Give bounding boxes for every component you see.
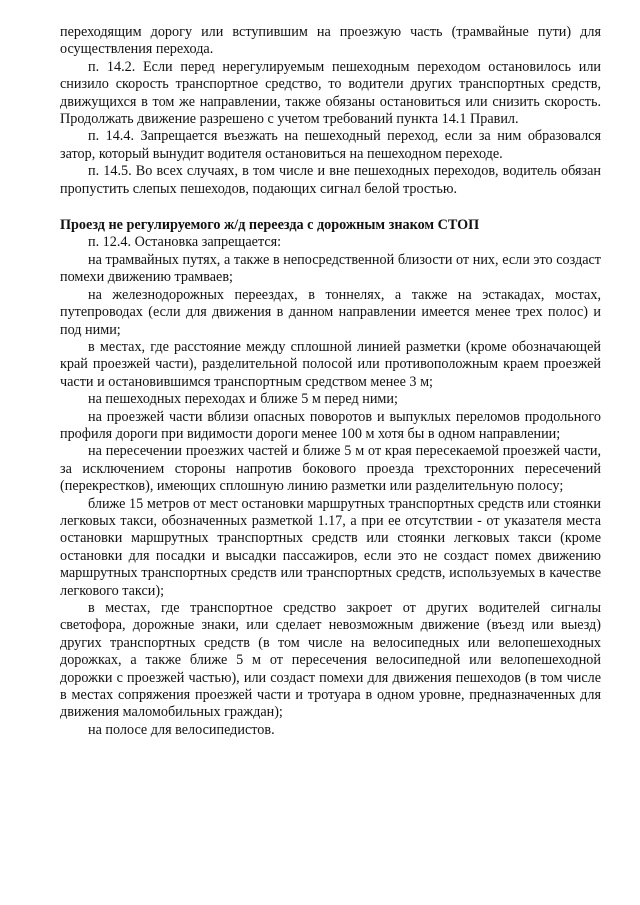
list-item-railway-crossings: на железнодорожных переездах, в тоннелях, а также на эстакадах, мостах, путепроводах (если для движения в данном направлении имеется менее трех полос) и под ними;	[60, 286, 601, 338]
paragraph-14-5: п. 14.5. Во всех случаях, в том числе и вне пешеходных переходов, водитель обязан пропустить слепых пешеходов, подающих сигнал белой тростью.	[60, 163, 601, 197]
paragraph-14-2: п. 14.2. Если перед нерегулируемым пешеходным переходом остановилось или снизило скорость транспортное средство, то водители других транспортных средств, движущихся в том же направлении, также обязаны остановиться или снизить скорость. Продолжать движение разрешено с учетом требований пункта 14.1 Правил.	[60, 58, 601, 128]
section-heading: Проезд не регулируемого ж/д переезда с дорожным знаком СТОП	[60, 217, 480, 234]
list-item-tram-tracks: на трамвайных путях, а также в непосредственной близости от них, если это создаст помехи движению трамваев;	[60, 251, 601, 286]
paragraph-continuation: переходящим дорогу или вступившим на проезжую часть (трамвайные пути) для осуществления перехода.	[60, 24, 601, 58]
paragraph-14-4: п. 14.4. Запрещается въезжать на пешеходный переход, если за ним образовался затор, который вынудит водителя остановиться на пешеходном переходе.	[60, 128, 601, 162]
document-page	[60, 24, 601, 739]
list-item-pedestrian-crossings: на пешеходных переходах и ближе 5 м перед ними;	[88, 391, 398, 408]
list-item-dangerous-turns: на проезжей части вблизи опасных поворотов и выпуклых переломов продольного профиля дороги при видимости дороги менее 100 м хотя бы в одном направлении;	[60, 408, 601, 442]
list-item-intersections: на пересечении проезжих частей и ближе 5 м от края пересекаемой проезжей части, за исключением стороны напротив бокового проезда трехсторонних пересечений (перекрестков), имеющих сплошную линию разметки или разделительную полосу;	[60, 443, 601, 495]
paragraph-12-4: п. 12.4. Остановка запрещается:	[88, 234, 282, 251]
list-item-bike-lane: на полосе для велосипедистов.	[88, 721, 275, 738]
list-item-blocking-signals: в местах, где транспортное средство закроет от других водителей сигналы светофора, дорожные знаки, или сделает невозможным движение (въезд или выезд) других транспортных средств (в том числе на велосипедных или велопешеходных дорожках, а также ближе 5 м от пересечения велосипедной или велопешеходной дорожки с проезжей частью), или создаст помехи для движения пешеходов (в том числе в местах сопряжения проезжей части и тротуара в одном уровне, предназначенных для движения маломобильных граждан);	[60, 600, 601, 721]
list-item-bus-stops: ближе 15 метров от мест остановки маршрутных транспортных средств или стоянки легковых такси, обозначенных разметкой 1.17, а при ее отсутствии - от указателя места остановки маршрутных транспортных средств или стоянки легковых такси (кроме остановки для посадки и высадки пассажиров, если это не создаст помех движению маршрутных транспортных средств или транспортных средств, используемых в качестве легкового такси);	[60, 495, 601, 599]
list-item-distance-3m: в местах, где расстояние между сплошной линией разметки (кроме обозначающей край проезжей части), разделительной полосой или противоположным краем проезжей части и остановившимся транспортным средством менее 3 м;	[60, 338, 601, 390]
